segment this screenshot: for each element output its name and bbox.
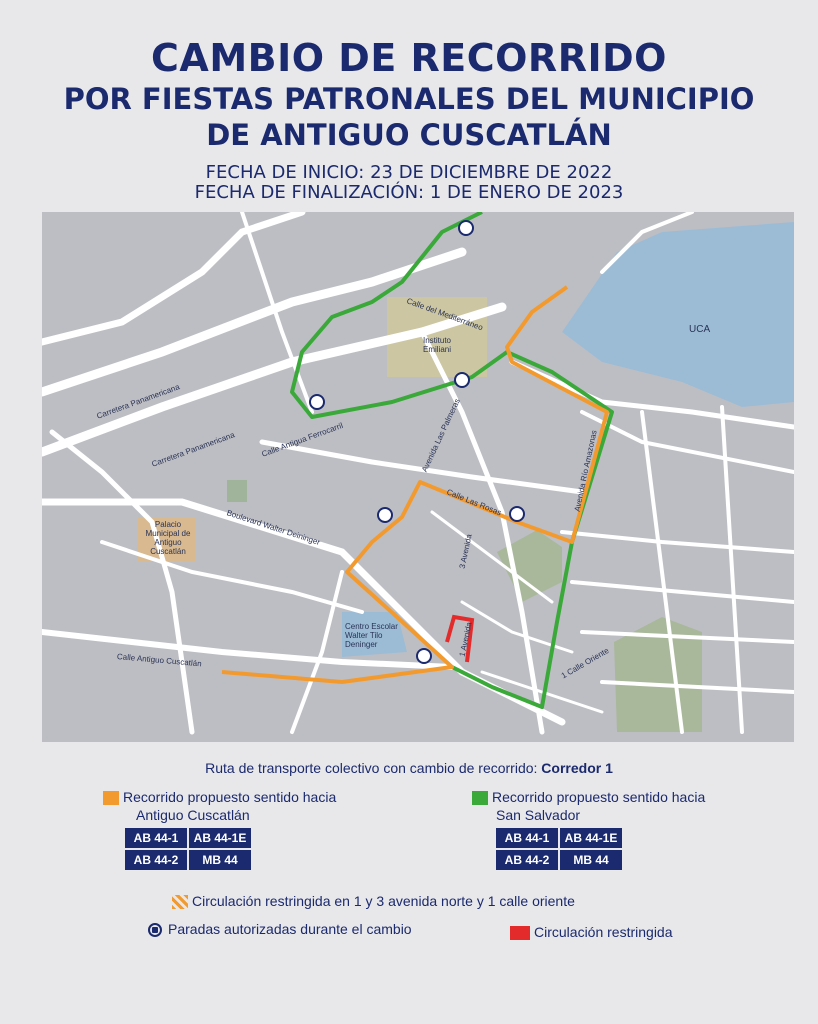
legend-restricted-dashed (172, 892, 575, 910)
legend-green (472, 788, 705, 824)
red-swatch (510, 926, 530, 940)
bus-stop-4 (378, 508, 392, 522)
end-date: FECHA DE FINALIZACIÓN: 1 DE ENERO DE 2023 (194, 182, 624, 203)
title-line-2: POR FIESTAS PATRONALES DEL MUNICIPIO (63, 82, 755, 116)
route-caption (0, 760, 818, 776)
legend-restricted-dashed-text: Circulación restringida en 1 y 3 avenida norte y 1 calle oriente (192, 893, 575, 909)
code: AB 44-2 (496, 850, 558, 870)
uca-area (562, 222, 794, 407)
dashed-swatch (172, 895, 188, 909)
route-map[interactable] (42, 212, 794, 742)
label-panamericana-2: Carretera Panamericana (150, 430, 236, 469)
label-palmeras: Avenida Las Palmeras (419, 397, 462, 474)
bus-stop-1 (459, 221, 473, 235)
code: AB 44-2 (125, 850, 187, 870)
label-instituto: Instituto Emiliani (422, 336, 451, 354)
legend-green-line2: San Salvador (496, 807, 581, 823)
bus-stop-2 (310, 395, 324, 409)
code: AB 44-1 (125, 828, 187, 848)
label-palacio: Palacio Municipal de Antiguo Cuscatlán (145, 520, 191, 556)
label-uca: UCA (689, 324, 711, 335)
code: AB 44-1E (189, 828, 251, 848)
label-mediterraneo: Calle del Mediterráneo (405, 296, 485, 333)
code: AB 44-1E (560, 828, 622, 848)
legend-green-line1: Recorrido propuesto sentido hacia (492, 789, 706, 805)
label-walter: Boulevard Walter Deininger (225, 508, 322, 547)
title-line-3: DE ANTIGUO CUSCATLÁN (206, 118, 612, 152)
legend-orange-line1: Recorrido propuesto sentido hacia (123, 789, 337, 805)
code: MB 44 (560, 850, 622, 870)
legend-stops-text: Paradas autorizadas durante el cambio (168, 921, 412, 937)
label-ferrocarril: Calle Antigua Ferrocarril (260, 420, 345, 459)
label-amazonas: Avenida Río Amazonas (572, 429, 599, 513)
legend-orange (103, 788, 336, 824)
legend-orange-line2: Antiguo Cuscatlán (136, 807, 250, 823)
caption-corridor: Corredor 1 (541, 760, 613, 776)
bus-stop-3 (455, 373, 469, 387)
label-rosas: Calle Las Rosas (445, 487, 503, 518)
orange-codes (125, 828, 251, 870)
bus-stop-5 (510, 507, 524, 521)
title-line-1: CAMBIO DE RECORRIDO (151, 36, 667, 80)
green-codes (496, 828, 622, 870)
orange-swatch (103, 791, 119, 805)
legend-restricted-text: Circulación restringida (534, 924, 673, 940)
label-tercera: 3 Avenida (457, 533, 474, 570)
label-panamericana-1: Carretera Panamericana (95, 382, 181, 421)
code: AB 44-1 (496, 828, 558, 848)
green-swatch (472, 791, 488, 805)
label-oriente: 1 Calle Oriente (559, 645, 611, 681)
legend-restricted (510, 923, 673, 941)
park-1 (227, 480, 247, 502)
bus-stop-icon (148, 923, 162, 937)
caption-prefix: Ruta de transporte colectivo con cambio de recorrido: (205, 760, 542, 776)
label-cuscatlan: Calle Antiguo Cuscatlán (116, 652, 203, 669)
code: MB 44 (189, 850, 251, 870)
label-centro: Centro Escolar Walter Tilo Deninger (345, 622, 398, 649)
legend-stops (148, 920, 412, 938)
bus-stop-6 (417, 649, 431, 663)
label-primera: 1 Avenida (457, 621, 474, 658)
start-date: FECHA DE INICIO: 23 DE DICIEMBRE DE 2022 (205, 162, 613, 183)
